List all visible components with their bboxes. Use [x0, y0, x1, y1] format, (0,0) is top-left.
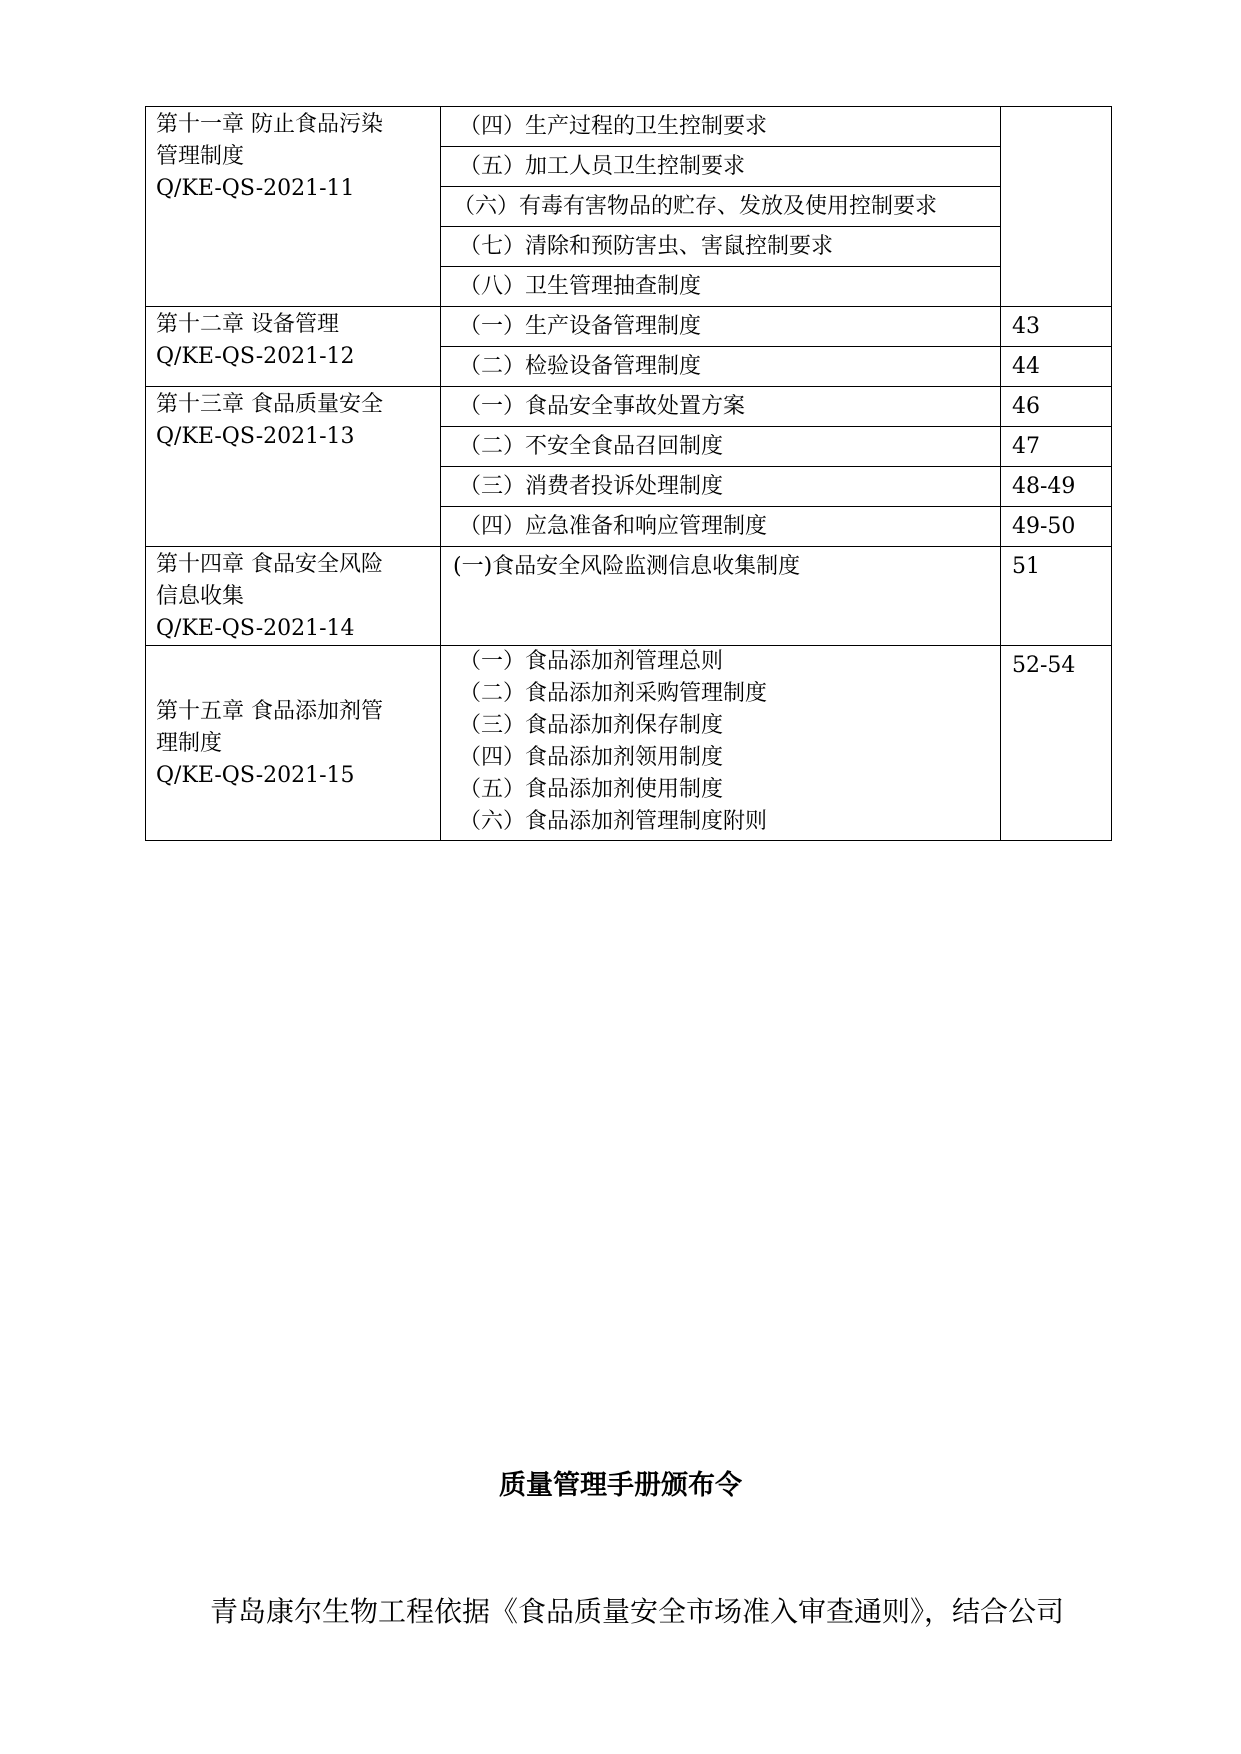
chapter-name: 第十三章 食品质量安全	[156, 392, 383, 417]
chapter-cell	[146, 307, 441, 387]
section-title: （二）不安全食品召回制度	[441, 427, 1001, 467]
chapter-code: Q/KE-QS-2021-13	[156, 424, 355, 449]
section-title: （一）生产设备管理制度	[441, 307, 1001, 347]
page-number: 46	[1001, 387, 1112, 427]
page-number: 49-50	[1001, 507, 1112, 547]
chapter-name-cont: 理制度	[156, 731, 223, 756]
section-title: （二）食品添加剂采购管理制度	[459, 681, 768, 706]
chapter-cell	[146, 387, 441, 547]
chapter-code: Q/KE-QS-2021-15	[156, 763, 355, 788]
decree-title: 质量管理手册颁布令	[499, 1470, 742, 1501]
page-number	[1001, 107, 1112, 307]
section-title: （六）有毒有害物品的贮存、发放及使用控制要求	[441, 187, 1001, 227]
page-number: 44	[1001, 347, 1112, 387]
section-title: （七）清除和预防害虫、害鼠控制要求	[441, 227, 1001, 267]
table-row	[146, 547, 1112, 646]
table-row	[146, 646, 1112, 841]
section-title: （一）食品安全事故处置方案	[441, 387, 1001, 427]
page-number: 51	[1001, 547, 1112, 646]
chapter-name: 第十四章 食品安全风险	[156, 552, 383, 577]
section-title: （三）食品添加剂保存制度	[459, 713, 724, 738]
section-title: （八）卫生管理抽查制度	[441, 267, 1001, 307]
section-title: （六）食品添加剂管理制度附则	[459, 809, 768, 834]
chapter-cell	[146, 646, 441, 841]
section-list	[441, 646, 1001, 841]
chapter-name: 第十五章 食品添加剂管	[156, 699, 383, 724]
table-row	[146, 307, 1112, 347]
chapter-name: 第十二章 设备管理	[156, 312, 339, 337]
chapter-cell	[146, 107, 441, 307]
chapter-cell	[146, 547, 441, 646]
section-title: （五）加工人员卫生控制要求	[441, 147, 1001, 187]
section-title: （五）食品添加剂使用制度	[459, 777, 724, 802]
chapter-name: 第十一章 防止食品污染	[156, 112, 383, 137]
toc-table	[145, 106, 1112, 841]
section-title: （四）应急准备和响应管理制度	[441, 507, 1001, 547]
chapter-name-cont: 管理制度	[156, 144, 245, 169]
chapter-name-cont: 信息收集	[156, 584, 245, 609]
section-title: （四）生产过程的卫生控制要求	[441, 107, 1001, 147]
chapter-code: Q/KE-QS-2021-14	[156, 616, 355, 641]
page-number: 52-54	[1001, 646, 1112, 841]
chapter-code: Q/KE-QS-2021-11	[156, 176, 355, 201]
section-title: （四）食品添加剂领用制度	[459, 745, 724, 770]
table-row	[146, 107, 1112, 147]
section-title: （二）检验设备管理制度	[441, 347, 1001, 387]
decree-intro: 青岛康尔生物工程依据《食品质量安全市场准入审查通则》，结合公司	[210, 1595, 1065, 1628]
page-number: 48-49	[1001, 467, 1112, 507]
page-number: 43	[1001, 307, 1112, 347]
section-title: (一)食品安全风险监测信息收集制度	[441, 547, 1001, 646]
chapter-code: Q/KE-QS-2021-12	[156, 344, 355, 369]
section-title: （三）消费者投诉处理制度	[441, 467, 1001, 507]
page-number: 47	[1001, 427, 1112, 467]
table-row	[146, 387, 1112, 427]
section-title: （一）食品添加剂管理总则	[459, 649, 724, 674]
